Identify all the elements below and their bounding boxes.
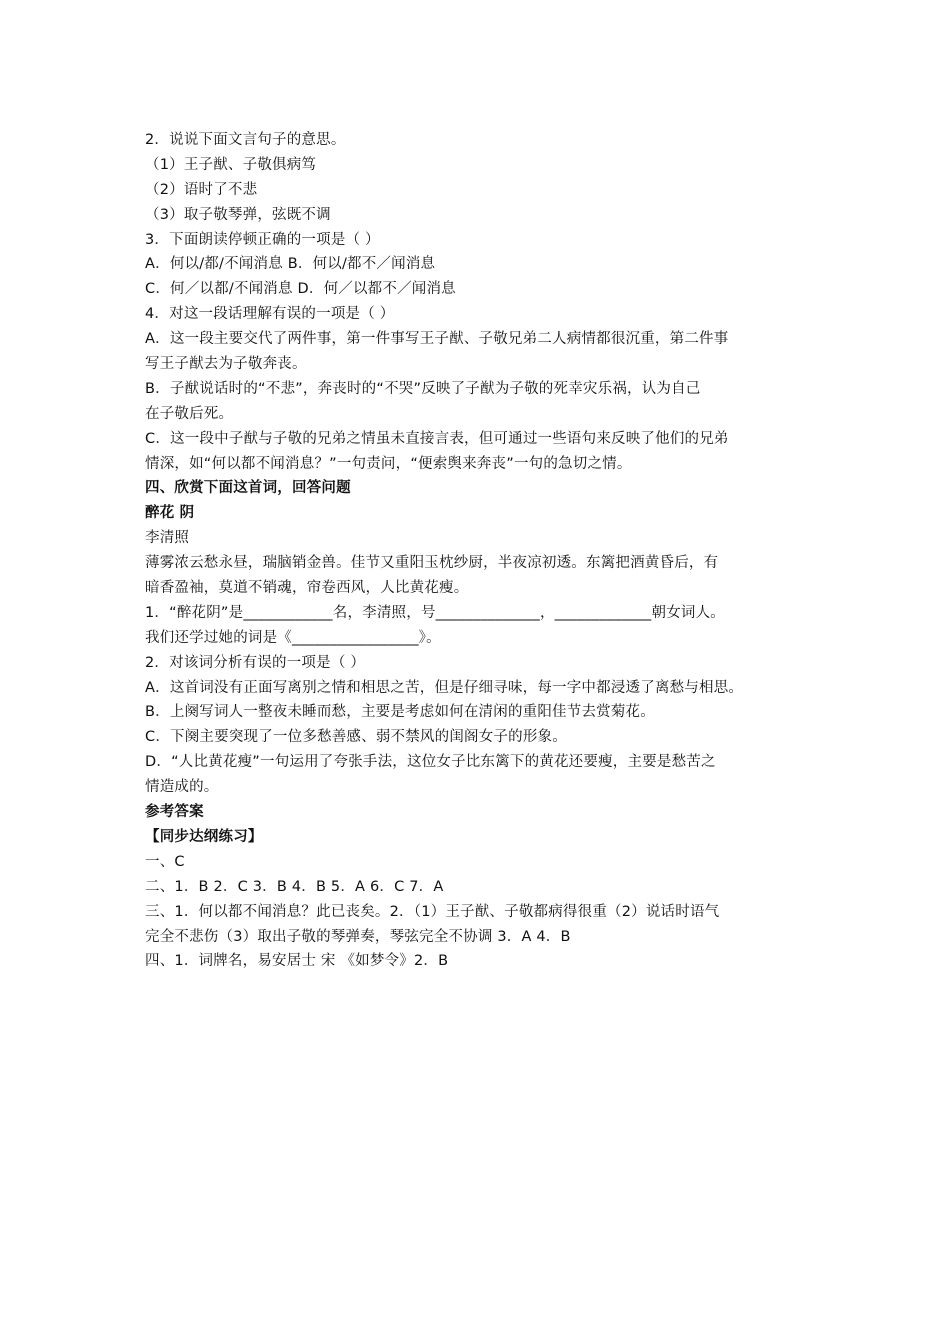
heading-line: 醉花 阴 — [145, 505, 195, 522]
text-line: C．下阕主要突现了一位多愁善感、弱不禁风的闺阁女子的形象。 — [145, 729, 567, 746]
heading-line: 参考答案 — [145, 804, 204, 821]
heading-line: 四、欣赏下面这首词，回答问题 — [145, 480, 351, 497]
text-line: （1）王子猷、子敬俱病笃 — [145, 156, 317, 173]
text-line: 李清照 — [145, 530, 190, 547]
text-line: 2．对该词分析有误的一项是（ ） — [145, 654, 366, 671]
text-line: 在子敬后死。 — [145, 405, 234, 422]
text-line: 四、1．词牌名，易安居士 宋 《如梦令》2．B — [145, 953, 449, 970]
text-line: 1．“醉花阴”是____________名，李清照，号______________，_____________朝女词人。 — [145, 604, 725, 621]
text-line: 2．说说下面文言句子的意思。 — [145, 132, 346, 148]
text-line: 4．对这一段话理解有误的一项是（ ） — [145, 306, 395, 323]
text-line: 二、1．B 2．C 3．B 4．B 5．A 6．C 7．A — [145, 878, 444, 895]
text-line: C．何／以都/不闻消息 D．何／以都不／闻消息 — [145, 281, 456, 298]
heading-line: 【同步达纲练习】 — [145, 828, 263, 845]
text-line: 三、1．何以都不闻消息？此已丧矣。2．（1）王子猷、子敬都病得很重（2）说话时语气 — [145, 903, 720, 920]
text-line: B．子猷说话时的“不悲”，奔丧时的“不哭”反映了子猷为子敬的死幸灾乐祸，认为自己 — [145, 380, 701, 397]
document-page — [145, 128, 825, 974]
text-line: 暗香盈袖，莫道不销魂，帘卷西风，人比黄花瘦。 — [145, 580, 469, 597]
text-line: A．这一段主要交代了两件事，第一件事写王子猷、子敬兄弟二人病情都很沉重，第二件事 — [145, 331, 729, 348]
text-line: A．这首词没有正面写离别之情和相思之苦，但是仔细寻味，每一字中都浸透了离愁与相思。 — [145, 679, 744, 696]
text-line: 一、C — [145, 853, 185, 870]
text-line: 情深，如“何以都不闻消息？”一句责问，“便索舆来奔丧”一句的急切之情。 — [145, 455, 632, 472]
text-line: （3）取子敬琴弹，弦既不调 — [145, 206, 331, 223]
text-line: C．这一段中子猷与子敬的兄弟之情虽未直接言表，但可通过一些语句来反映了他们的兄弟 — [145, 430, 729, 447]
text-line: B．上阕写词人一整夜未睡而愁，主要是考虑如何在清闲的重阳佳节去赏菊花。 — [145, 704, 655, 721]
text-line: A．何以/都/不闻消息 B．何以/都不／闻消息 — [145, 256, 436, 273]
text-line: 3．下面朗读停顿正确的一项是（ ） — [145, 231, 380, 248]
text-line: D．“人比黄花瘦”一句运用了夸张手法，这位女子比东篱下的黄花还要瘦，主要是愁苦之 — [145, 754, 716, 771]
text-line: 写王子猷去为子敬奔丧。 — [145, 356, 307, 373]
text-line: 情造成的。 — [145, 779, 219, 796]
text-line: 薄雾浓云愁永昼，瑞脑销金兽。佳节又重阳玉枕纱厨，半夜凉初透。东篱把酒黄昏后，有 — [145, 555, 719, 572]
text-line: 完全不悲伤（3）取出子敬的琴弹奏，琴弦完全不协调 3．A 4．B — [145, 928, 571, 945]
text-line: （2）语时了不悲 — [145, 181, 258, 198]
text-line: 我们还学过她的词是《_________________》。 — [145, 629, 441, 646]
